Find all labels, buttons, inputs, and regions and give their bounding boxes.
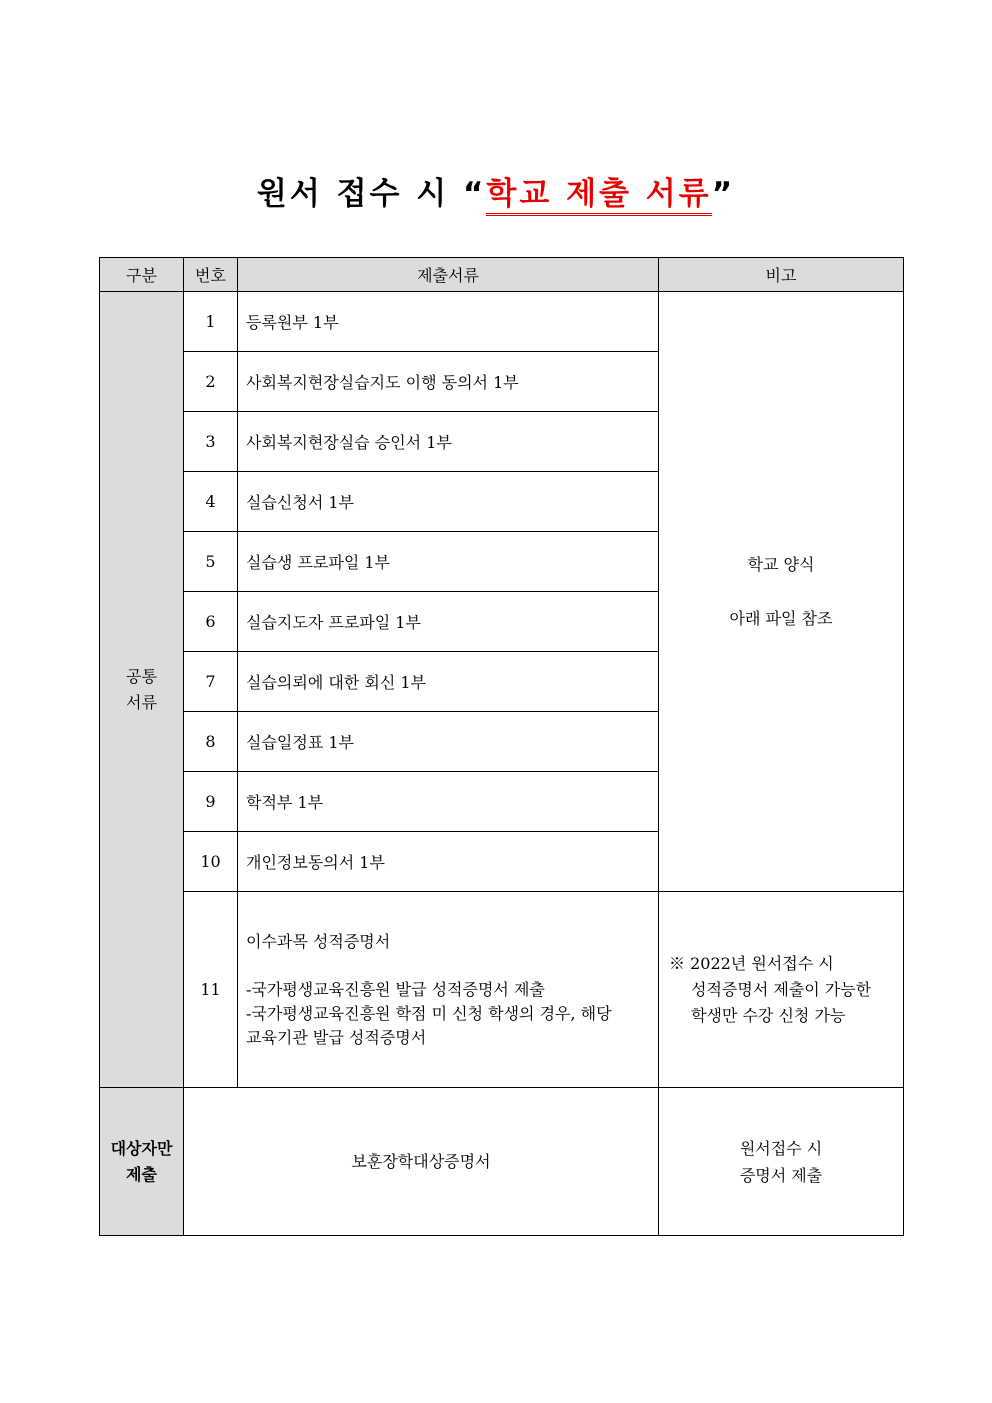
row-number: 11 [184,892,238,1088]
common-note-line1: 학교 양식 [747,554,815,574]
row-number: 9 [184,772,238,832]
header-number: 번호 [184,258,238,292]
target-only-note-cell [659,1088,904,1236]
documents-table [99,257,904,1236]
transcript-line: -국가평생교육진흥원 발급 성적증명서 제출 [246,979,545,999]
common-category-line2: 서류 [126,692,157,712]
header-category: 구분 [100,258,184,292]
row-document-transcript [238,892,659,1088]
row-number: 6 [184,592,238,652]
row-document: 실습신청서 1부 [238,472,659,532]
target-note-line: 증명서 제출 [739,1165,823,1185]
page-title [0,168,992,213]
row-document: 등록원부 1부 [238,292,659,352]
common-category-cell [100,292,184,1088]
table-header-row [100,258,904,292]
table-row [100,892,904,1088]
transcript-title: 이수과목 성적증명서 [246,931,391,951]
transcript-note-line: 학생만 수강 신청 가능 [691,1005,846,1025]
target-only-document: 보훈장학대상증명서 [184,1088,659,1236]
transcript-note-cell [659,892,904,1088]
transcript-note-line: ※ 2022년 원서접수 시 [669,953,834,973]
row-number: 1 [184,292,238,352]
row-number: 5 [184,532,238,592]
row-document: 실습의뢰에 대한 회신 1부 [238,652,659,712]
transcript-line: -국가평생교육진흥원 학점 미 신청 학생의 경우, 해당 [246,1003,612,1023]
row-number: 4 [184,472,238,532]
common-category-line1: 공통 [126,666,157,686]
header-documents: 제출서류 [238,258,659,292]
table-row [100,292,904,352]
common-note-cell [659,292,904,892]
target-category-line1: 대상자만 [110,1138,173,1158]
target-only-category-cell [100,1088,184,1236]
row-document: 실습일정표 1부 [238,712,659,772]
row-number: 8 [184,712,238,772]
transcript-note-line: 성적증명서 제출이 가능한 [691,979,872,999]
row-document: 실습생 프로파일 1부 [238,532,659,592]
row-document: 사회복지현장실습지도 이행 동의서 1부 [238,352,659,412]
title-highlight: 학교 제출 서류 [486,176,711,216]
row-number: 2 [184,352,238,412]
header-note: 비고 [659,258,904,292]
row-number: 3 [184,412,238,472]
target-category-line2: 제출 [126,1164,157,1184]
row-number: 10 [184,832,238,892]
title-prefix: 원서 접수 시 [256,176,450,212]
row-document: 개인정보동의서 1부 [238,832,659,892]
target-note-line: 원서접수 시 [739,1138,823,1158]
common-note-line2: 아래 파일 참조 [729,608,833,628]
row-number: 7 [184,652,238,712]
table-row [100,1088,904,1236]
title-open-quote: “ [463,176,487,212]
row-document: 실습지도자 프로파일 1부 [238,592,659,652]
transcript-line: 교육기관 발급 성적증명서 [246,1027,427,1047]
title-close-quote: ” [711,176,736,212]
row-document: 학적부 1부 [238,772,659,832]
row-document: 사회복지현장실습 승인서 1부 [238,412,659,472]
